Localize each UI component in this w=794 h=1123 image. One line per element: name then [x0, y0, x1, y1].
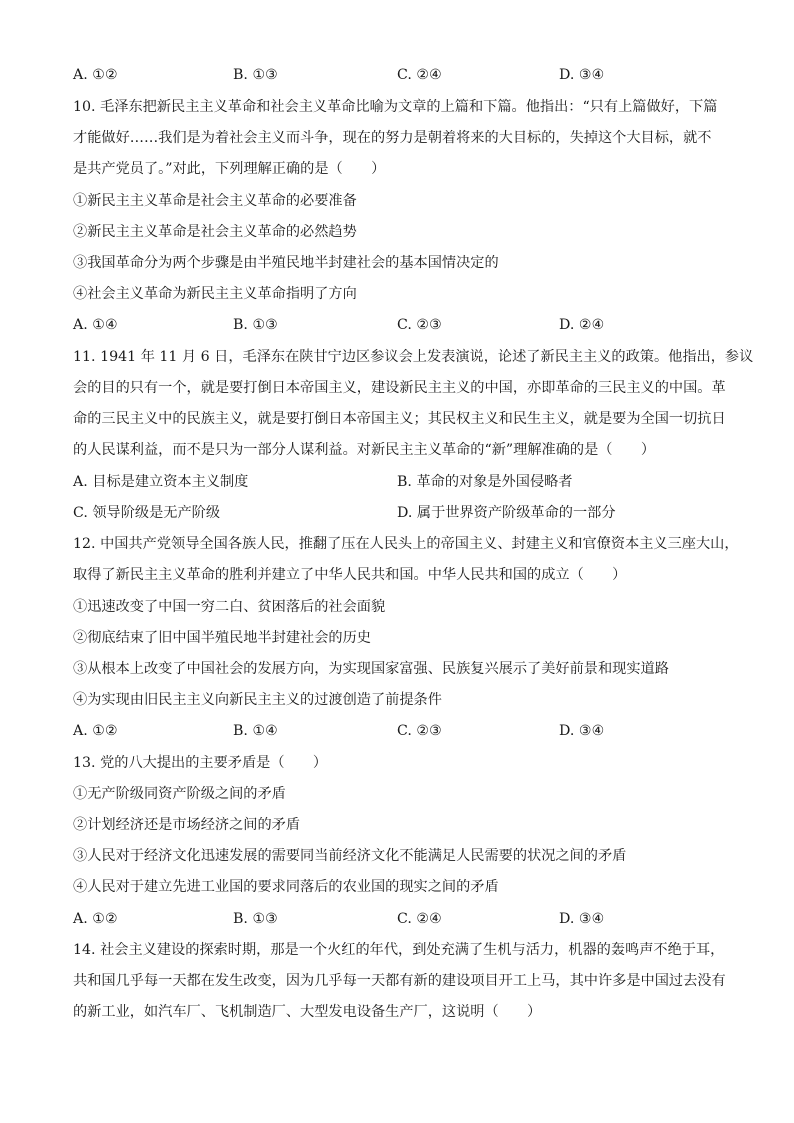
option-a: A. ①②: [73, 911, 118, 927]
option-d: D. 属于世界资产阶级革命的一部分: [397, 505, 616, 521]
option-a: A. 目标是建立资本主义制度: [73, 474, 249, 490]
q10-item: ②新民主主义革命是社会主义革命的必然趋势: [73, 224, 357, 240]
q12-item: ④为实现由旧民主主义向新民主主义的过渡创造了前提条件: [73, 692, 442, 708]
q12-item: ①迅速改变了中国一穷二白、贫困落后的社会面貌: [73, 599, 386, 615]
option-c: C. ②③: [397, 317, 442, 333]
q11-stem-line: 11. 1941 年 11 月 6 日，毛泽东在陕甘宁边区参议会上发表演说，论述了新民主主义的政策。他指出，参议: [73, 349, 754, 365]
q14-stem-line: 的新工业，如汽车厂、飞机制造厂、大型发电设备生产厂，这说明（ ）: [73, 1004, 542, 1020]
option-b: B. ①④: [233, 723, 278, 739]
q10-item: ④社会主义革命为新民主主义革命指明了方向: [73, 286, 357, 302]
q13-item: ④人民对于建立先进工业国的要求同落后的农业国的现实之间的矛盾: [73, 879, 499, 895]
q10-stem-line: 是共产党员了。”对此，下列理解正确的是（ ）: [73, 161, 386, 177]
q12-item: ③从根本上改变了中国社会的发展方向，为实现国家富强、民族复兴展示了美好前景和现实道路: [73, 661, 669, 677]
option-b: B. ①③: [233, 911, 278, 927]
option-b: B. ①③: [233, 67, 278, 83]
option-c: C. ②④: [397, 911, 442, 927]
q11-stem-line: 命的三民主义中的民族主义，就是要打倒日本帝国主义；其民权主义和民生主义，就是要为全国一切抗日: [73, 411, 726, 427]
q11-stem-line: 会的目的只有一个，就是要打倒日本帝国主义，建设新民主主义的中国，亦即革命的三民主义的中国。革: [73, 380, 726, 396]
option-c: C. ②④: [397, 67, 442, 83]
q12-options: [73, 721, 733, 741]
option-b: B. 革命的对象是外国侵略者: [397, 474, 573, 490]
q13-item: ②计划经济还是市场经济之间的矛盾: [73, 817, 301, 833]
option-a: A. ①②: [73, 67, 118, 83]
q13-options: [73, 909, 733, 929]
option-a: A. ①④: [73, 317, 118, 333]
q13-item: ③人民对于经济文化迅速发展的需要同当前经济文化不能满足人民需要的状况之间的矛盾: [73, 848, 627, 864]
q13-stem-line: 13. 党的八大提出的主要矛盾是（ ）: [73, 755, 328, 771]
q11-stem-line: 的人民谋利益，而不是只为一部分人谋利益。对新民主主义革命的“新”理解准确的是（ ）: [73, 442, 656, 458]
option-d: D. ③④: [559, 723, 605, 739]
q10-item: ③我国革命分为两个步骤是由半殖民地半封建社会的基本国情决定的: [73, 255, 499, 271]
option-d: D. ③④: [559, 67, 605, 83]
q9-options: [73, 65, 733, 85]
option-d: D. ③④: [559, 911, 605, 927]
q14-stem-line: 14. 社会主义建设的探索时期，那是一个火红的年代，到处充满了生机与活力，机器的轰鸣声不绝于耳，: [73, 942, 725, 958]
option-d: D. ②④: [559, 317, 605, 333]
q10-options: [73, 315, 733, 335]
option-b: B. ①③: [233, 317, 278, 333]
q13-item: ①无产阶级同资产阶级之间的矛盾: [73, 786, 286, 802]
q10-stem-line: 才能做好……我们是为着社会主义而斗争，现在的努力是朝着将来的大目标的，失掉这个大目标，就不: [73, 130, 712, 146]
option-c: C. 领导阶级是无产阶级: [73, 505, 221, 521]
q14-stem-line: 共和国几乎每一天都在发生改变，因为几乎每一天都有新的建设项目开工上马，其中许多是中国过去没有: [73, 973, 726, 989]
q11-options-row2: [73, 503, 733, 523]
q12-stem-line: 取得了新民主主义革命的胜利并建立了中华人民共和国。中华人民共和国的成立（ ）: [73, 567, 627, 583]
option-a: A. ①②: [73, 723, 118, 739]
q11-options-row1: [73, 472, 733, 492]
q10-item: ①新民主主义革命是社会主义革命的必要准备: [73, 193, 357, 209]
option-c: C. ②③: [397, 723, 442, 739]
q12-item: ②彻底结束了旧中国半殖民地半封建社会的历史: [73, 630, 371, 646]
q12-stem-line: 12. 中国共产党领导全国各族人民，推翻了压在人民头上的帝国主义、封建主义和官僚资本主义三座大山，: [73, 536, 739, 552]
q10-stem-line: 10. 毛泽东把新民主主义革命和社会主义革命比喻为文章的上篇和下篇。他指出：“只有上篇做好，下篇: [73, 99, 718, 115]
